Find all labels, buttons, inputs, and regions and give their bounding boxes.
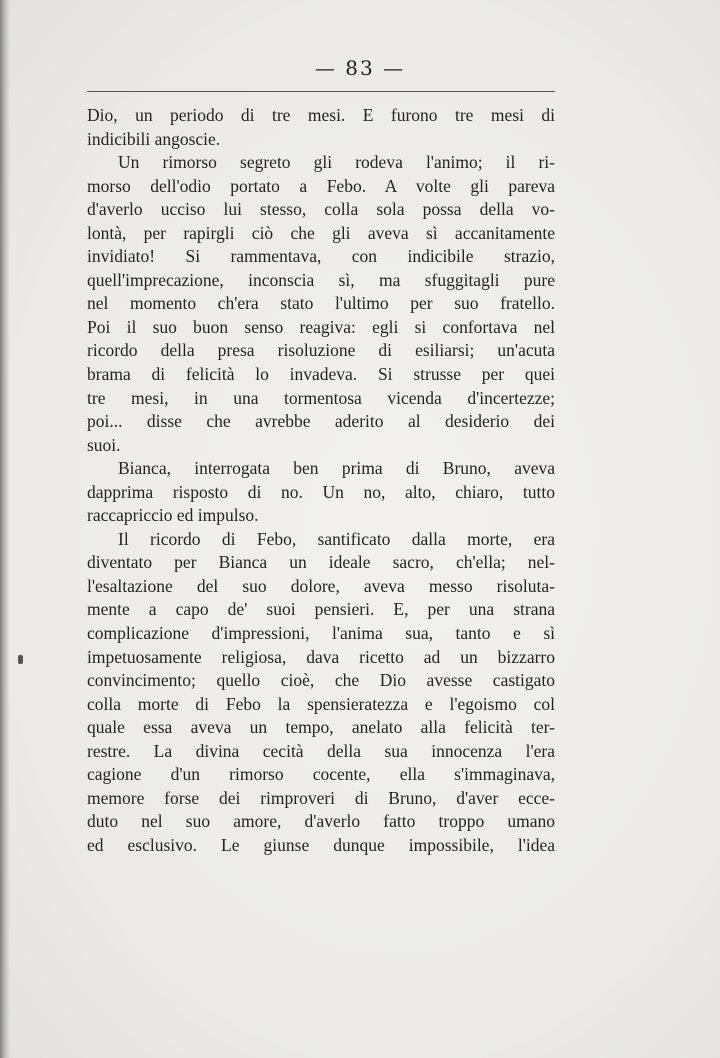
text-line: indicibili angoscie. [87, 128, 221, 149]
text-line: lontà, per rapirgli ciò che gli aveva sì accanitamente [87, 222, 555, 243]
spine-shadow [0, 0, 10, 1058]
text-line: nel momento ch'era stato l'ultimo per suo fratello. [87, 293, 555, 314]
text-line: complicazione d'impressioni, l'anima sua, tanto e sì [87, 623, 555, 644]
page-header [0, 56, 720, 80]
text-line: Poi il suo buon senso reagiva: egli si confortava nel [87, 316, 555, 337]
text-line: colla morte di Febo la spensieratezza e l'egoismo col [87, 693, 555, 714]
text-line: memore forse dei rimproveri di Bruno, d'aver ecce- [87, 787, 555, 808]
text-line: impetuosamente religiosa, dava ricetto ad un bizzarro [87, 646, 555, 667]
text-line: tre mesi, in una tormentosa vicenda d'incertezze; [87, 387, 555, 408]
text-line: quale essa aveva un tempo, anelato alla felicità ter- [87, 717, 555, 738]
text-line: brama di felicità lo invadeva. Si strusse per quei [87, 364, 555, 385]
text-line: convincimento; quello cioè, che Dio avesse castigato [87, 670, 555, 691]
text-line: dapprima risposto di no. Un no, alto, chiaro, tutto [87, 481, 555, 502]
text-line: suoi. [87, 434, 121, 455]
page-number: — 83 — [314, 56, 406, 80]
text-line: ricordo della presa risoluzione di esiliarsi; un'acuta [87, 340, 555, 361]
text-line: invidiato! Si rammentava, con indicibile strazio, [87, 246, 555, 267]
paragraph [87, 104, 555, 151]
text-line: restre. La divina cecità della sua innocenza l'era [87, 740, 555, 761]
paragraph [87, 528, 555, 858]
margin-mark [18, 655, 23, 664]
paragraph [87, 151, 555, 457]
text-line: Il ricordo di Febo, santificato dalla morte, era [118, 528, 555, 549]
text-line: Un rimorso segreto gli rodeva l'animo; il ri- [118, 152, 555, 173]
text-line: l'esaltazione del suo dolore, aveva messo risoluta- [87, 575, 555, 596]
text-line: ed esclusivo. Le giunse dunque impossibile, l'idea [87, 834, 555, 855]
body-text [87, 104, 555, 858]
text-line: quell'imprecazione, inconscia sì, ma sfuggitagli pure [87, 269, 555, 290]
text-line: diventato per Bianca un ideale sacro, ch'ella; nel- [87, 552, 555, 573]
text-line: Bianca, interrogata ben prima di Bruno, aveva [118, 458, 555, 479]
paragraph [87, 457, 555, 528]
text-line: d'averlo ucciso lui stesso, colla sola possa della vo- [87, 199, 555, 220]
text-line: morso dell'odio portato a Febo. A volte gli pareva [87, 175, 555, 196]
text-line: poi... disse che avrebbe aderito al desiderio dei [87, 411, 555, 432]
text-line: duto nel suo amore, d'averlo fatto troppo umano [87, 811, 555, 832]
text-line: raccapriccio ed impulso. [87, 505, 259, 526]
header-rule [87, 91, 555, 92]
text-line: mente a capo de' suoi pensieri. E, per una strana [87, 599, 555, 620]
text-line: Dio, un periodo di tre mesi. E furono tre mesi di [87, 105, 555, 125]
text-line: cagione d'un rimorso cocente, ella s'immaginava, [87, 764, 555, 785]
